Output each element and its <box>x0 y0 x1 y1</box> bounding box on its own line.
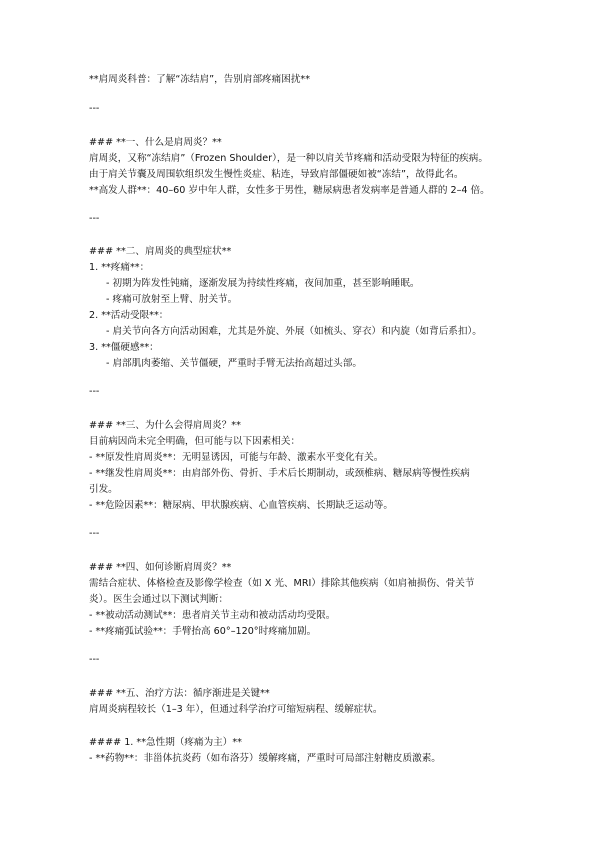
section-heading: ### **三、为什么会得肩周炎？** <box>89 420 241 431</box>
paragraph-line: 炎）。医生会通过以下测试判断： <box>89 594 229 605</box>
sub-list-item: - 初期为阵发性钝痛，逐渐发展为持续性疼痛，夜间加重，甚至影响睡眠。 <box>106 278 420 289</box>
divider: --- <box>89 213 100 224</box>
list-item: 2. **活动受限**： <box>89 310 169 321</box>
divider: --- <box>89 654 100 665</box>
paragraph-line: 需结合症状、体格检查及影像学检查（如 X 光、MRI）排除其他疾病（如肩袖损伤、骨关节 <box>89 578 475 589</box>
section-heading: ### **四、如何诊断肩周炎？** <box>89 562 232 573</box>
sub-list-item: - 肩部肌肉萎缩、关节僵硬，严重时手臂无法抬高超过头部。 <box>106 358 362 369</box>
sub-list-item: - 疼痛可放射至上臂、肘关节。 <box>106 294 238 305</box>
list-item: - **原发性肩周炎**：无明显诱因，可能与年龄、激素水平变化有关。 <box>89 452 384 463</box>
list-item: - **药物**：非甾体抗炎药（如布洛芬）缓解疼痛，严重时可局部注射糖皮质激素。 <box>89 753 441 764</box>
divider: --- <box>89 386 100 397</box>
paragraph-line: 肩周炎病程较长（1–3 年），但通过科学治疗可缩短病程、缓解症状。 <box>89 704 383 715</box>
list-item: - **危险因素**：糖尿病、甲状腺疾病、心血管疾病、长期缺乏运动等。 <box>89 500 393 511</box>
list-item: 1. **疼痛**： <box>89 262 150 273</box>
subsection-heading: #### 1. **急性期（疼痛为主）** <box>89 737 242 748</box>
sub-list-item: - 肩关节向各方向活动困难，尤其是外旋、外展（如梳头、穿衣）和内旋（如背后系扣）。 <box>106 326 482 337</box>
paragraph-line: 目前病因尚未完全明确，但可能与以下因素相关： <box>89 436 301 447</box>
paragraph-line: 肩周炎，又称“冻结肩”（Frozen Shoulder），是一种以肩关节疼痛和活动受限为特征的疾病。 <box>89 153 488 164</box>
article-title: **肩周炎科普：了解“冻结肩”，告别肩部疼痛困扰** <box>89 74 311 85</box>
list-item-continued: 引发。 <box>89 484 118 495</box>
list-item: - **被动活动测试**：患者肩关节主动和被动活动均受限。 <box>89 610 336 621</box>
list-item: - **疼痛弧试验**：手臂抬高 60°–120°时疼痛加剧。 <box>89 626 317 637</box>
list-item: 3. **僵硬感**： <box>89 342 159 353</box>
paragraph-line: **高发人群**：40–60 岁中年人群，女性多于男性，糖尿病患者发病率是普通人群的 2–4 倍。 <box>89 185 490 196</box>
divider: --- <box>89 103 100 114</box>
paragraph-line: 由于肩关节囊及周围软组织发生慢性炎症、粘连，导致肩部僵硬如被“冻结”，故得此名。 <box>89 169 464 180</box>
section-heading: ### **二、肩周炎的典型症状** <box>89 246 232 257</box>
divider: --- <box>89 528 100 539</box>
section-heading: ### **一、什么是肩周炎？** <box>89 137 222 148</box>
section-heading: ### **五、治疗方法：循序渐进是关键** <box>89 688 270 699</box>
list-item: - **继发性肩周炎**：由肩部外伤、骨折、手术后长期制动，或颈椎病、糖尿病等慢性疾病 <box>89 468 470 479</box>
